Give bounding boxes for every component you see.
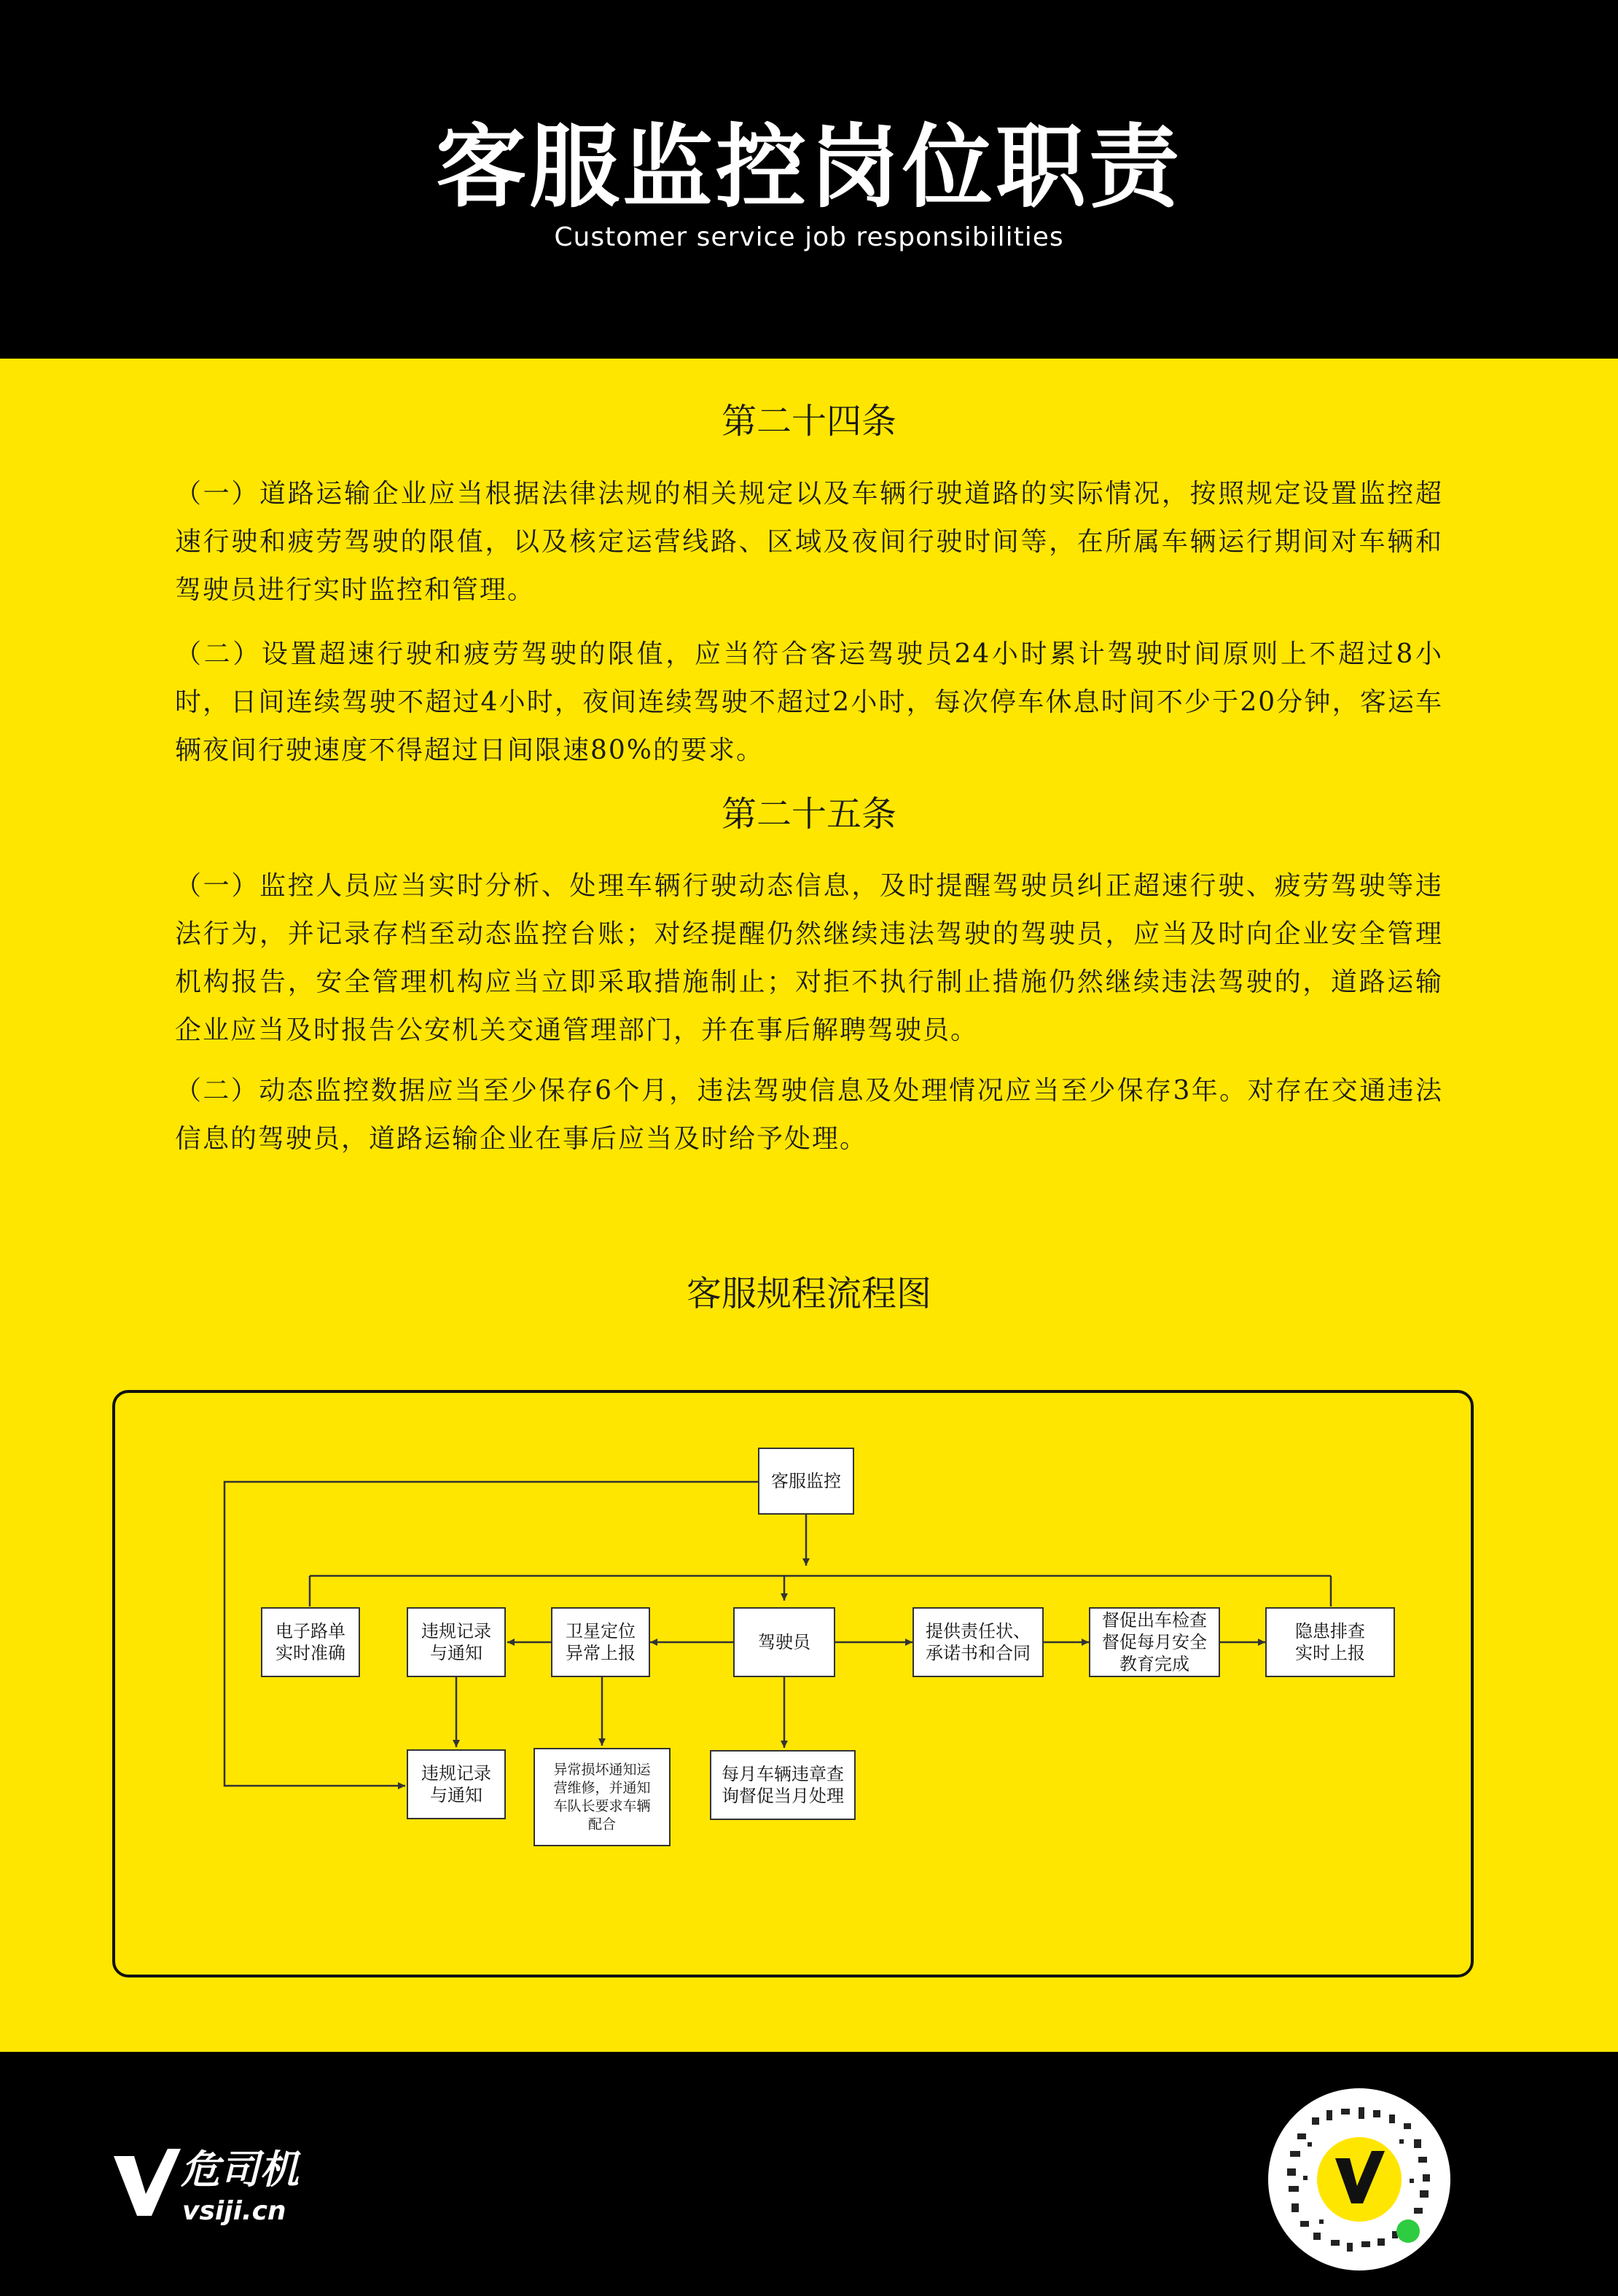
article-24-paragraph-1: （一）道路运输企业应当根据法律法规的相关规定以及车辆行驶道路的实际情况，按照规定设置监控超速行驶和疲劳驾驶的限值，以及核定运营线路、区域及夜间行驶时间等，在所属车辆运行期间对车辆和驾驶员进行实时监控和管理。: [175, 479, 1443, 605]
node-inspect: 督促出车检查 督促每月安全 教育完成: [1089, 1607, 1220, 1677]
node-driver: 驾驶员: [733, 1607, 835, 1677]
page-title: 客服监控岗位职责: [435, 115, 1182, 220]
page-subtitle: Customer service job responsibilities: [554, 222, 1064, 252]
node-e-route: 电子路单 实时准确: [261, 1607, 360, 1677]
node-hazard: 隐患排查 实时上报: [1265, 1607, 1395, 1677]
node-violation-top: 违规记录 与通知: [407, 1607, 506, 1677]
article-24-heading: 第二十四条: [721, 401, 896, 442]
node-gps: 卫星定位 异常上报: [551, 1607, 650, 1677]
flowchart-title: 客服规程流程图: [686, 1273, 931, 1314]
article-25-heading: 第二十五条: [721, 794, 896, 835]
article-24-paragraph-2: （二）设置超速行驶和疲劳驾驶的限值，应当符合客运驾驶员24小时累计驾驶时间原则上不超过8小时，日间连续驾驶不超过4小时，夜间连续驾驶不超过2小时，每次停车休息时间不少于20分钟，客运车辆夜间行驶速度不得超过日间限速80%的要求。: [175, 639, 1443, 765]
brand-url[interactable]: vsiji.cn: [182, 2196, 286, 2226]
article-25-paragraph-2: （二）动态监控数据应当至少保存6个月，违法驾驶信息及处理情况应当至少保存3年。对存在交通违法信息的驾驶员，道路运输企业在事后应当及时给予处理。: [175, 1076, 1443, 1154]
brand-name: 危司机: [181, 2147, 299, 2192]
article-25-paragraph-1: （一）监控人员应当实时分析、处理车辆行驶动态信息，及时提醒驾驶员纠正超速行驶、疲劳驾驶等违法行为，并记录存档至动态监控台账；对经提醒仍然继续违法驾驶的驾驶员，应当及时向企业安全管理机构报告，安全管理机构应当立即采取措施制止；对拒不执行制止措施仍然继续违法驾驶的，道路运输企业应当及时报告公安机关交通管理部门，并在事后解聘驾驶员。: [175, 871, 1443, 1045]
node-contract: 提供责任状、 承诺书和合同: [912, 1607, 1044, 1677]
node-repair: 异常损坏通知运 营维修，并通知 车队长要求车辆 配合: [534, 1748, 671, 1846]
mini-program-code-icon: [1268, 2088, 1450, 2270]
node-monitor: 客服监控: [758, 1448, 854, 1515]
qr-code: [1268, 2088, 1450, 2270]
node-violation-bottom: 违规记录 与通知: [407, 1749, 506, 1819]
brand-logo-icon: [109, 2143, 182, 2223]
node-monthly: 每月车辆违章查 询督促当月处理: [710, 1750, 856, 1820]
